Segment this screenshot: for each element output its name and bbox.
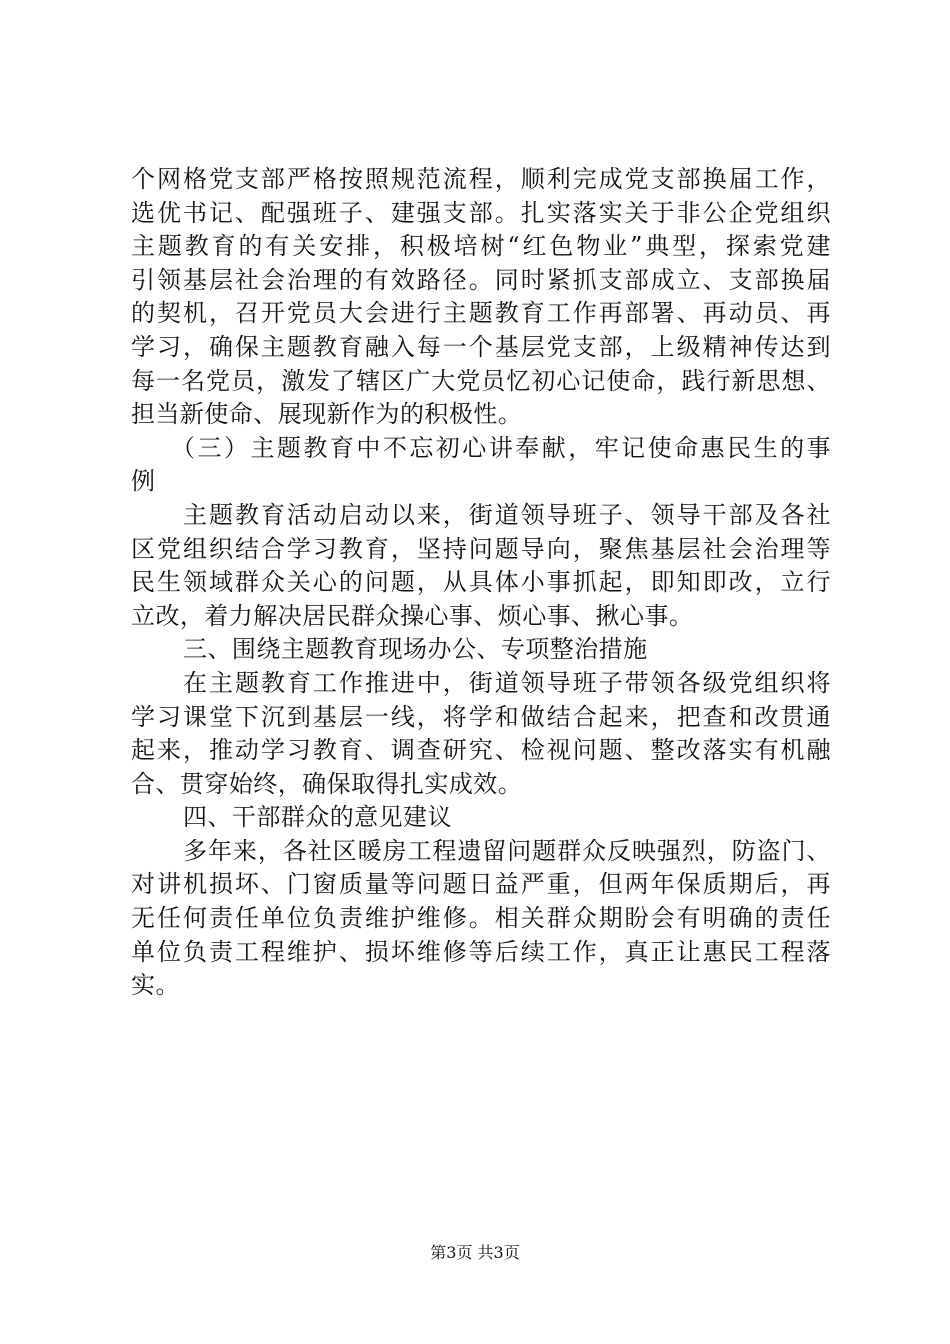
text-line: 无任何责任单位负责维护维修。相关群众期盼会有明确的责任	[131, 904, 831, 933]
text-line: 引领基层社会治理的有效路径。同时紧抓支部成立、支部换届	[131, 265, 831, 294]
page-footer	[0, 1242, 950, 1264]
text-line: 实。	[131, 971, 180, 1000]
text-line: 对讲机损坏、门窗质量等问题日益严重，但两年保质期后，再	[131, 870, 831, 899]
text-line: 单位负责工程维护、损坏维修等后续工作，真正让惠民工程落	[131, 937, 831, 966]
page-number-label: 第3页 共3页	[430, 1243, 520, 1262]
text-line: 的契机，召开党员大会进行主题教育工作再部署、再动员、再	[131, 299, 831, 328]
text-line: 个网格党支部严格按照规范流程，顺利完成党支部换届工作，	[131, 165, 831, 193]
text-line: 合、贯穿始终，确保取得扎实成效。	[131, 769, 523, 798]
text-line: 学习课堂下沉到基层一线，将学和做结合起来，把查和改贯通	[131, 702, 831, 731]
text-line: 每一名党员，激发了辖区广大党员忆初心记使命，践行新思想、	[131, 366, 831, 395]
section-heading: （三）主题教育中不忘初心讲奉献，牢记使命惠民生的事	[171, 433, 831, 462]
section-heading: 四、干部群众的意见建议	[183, 803, 452, 832]
text-line: 担当新使命、展现新作为的积极性。	[131, 400, 523, 429]
text-line: 主题教育活动启动以来，街道领导班子、领导干部及各社	[183, 500, 831, 529]
text-line: 起来，推动学习教育、调查研究、检视问题、整改落实有机融	[131, 736, 831, 765]
text-line: 选优书记、配强班子、建强支部。扎实落实关于非公企党组织	[131, 198, 831, 227]
text-line: 区党组织结合学习教育，坚持问题导向，聚焦基层社会治理等	[131, 534, 831, 563]
text-line: 主题教育的有关安排，积极培树“红色物业”典型，探索党建	[131, 232, 831, 261]
text-line: 学习，确保主题教育融入每一个基层党支部，上级精神传达到	[131, 332, 831, 361]
text-line: 民生领域群众关心的问题，从具体小事抓起，即知即改，立行	[131, 568, 831, 597]
section-heading: 例	[131, 467, 156, 496]
section-heading: 三、围绕主题教育现场办公、专项整治措施	[183, 635, 648, 664]
text-line: 在主题教育工作推进中，街道领导班子带领各级党组织将	[183, 668, 831, 697]
text-line: 多年来，各社区暖房工程遗留问题群众反映强烈，防盗门、	[183, 836, 831, 865]
document-body	[131, 163, 831, 1003]
text-line: 立改，着力解决居民群众操心事、烦心事、揪心事。	[131, 601, 694, 630]
